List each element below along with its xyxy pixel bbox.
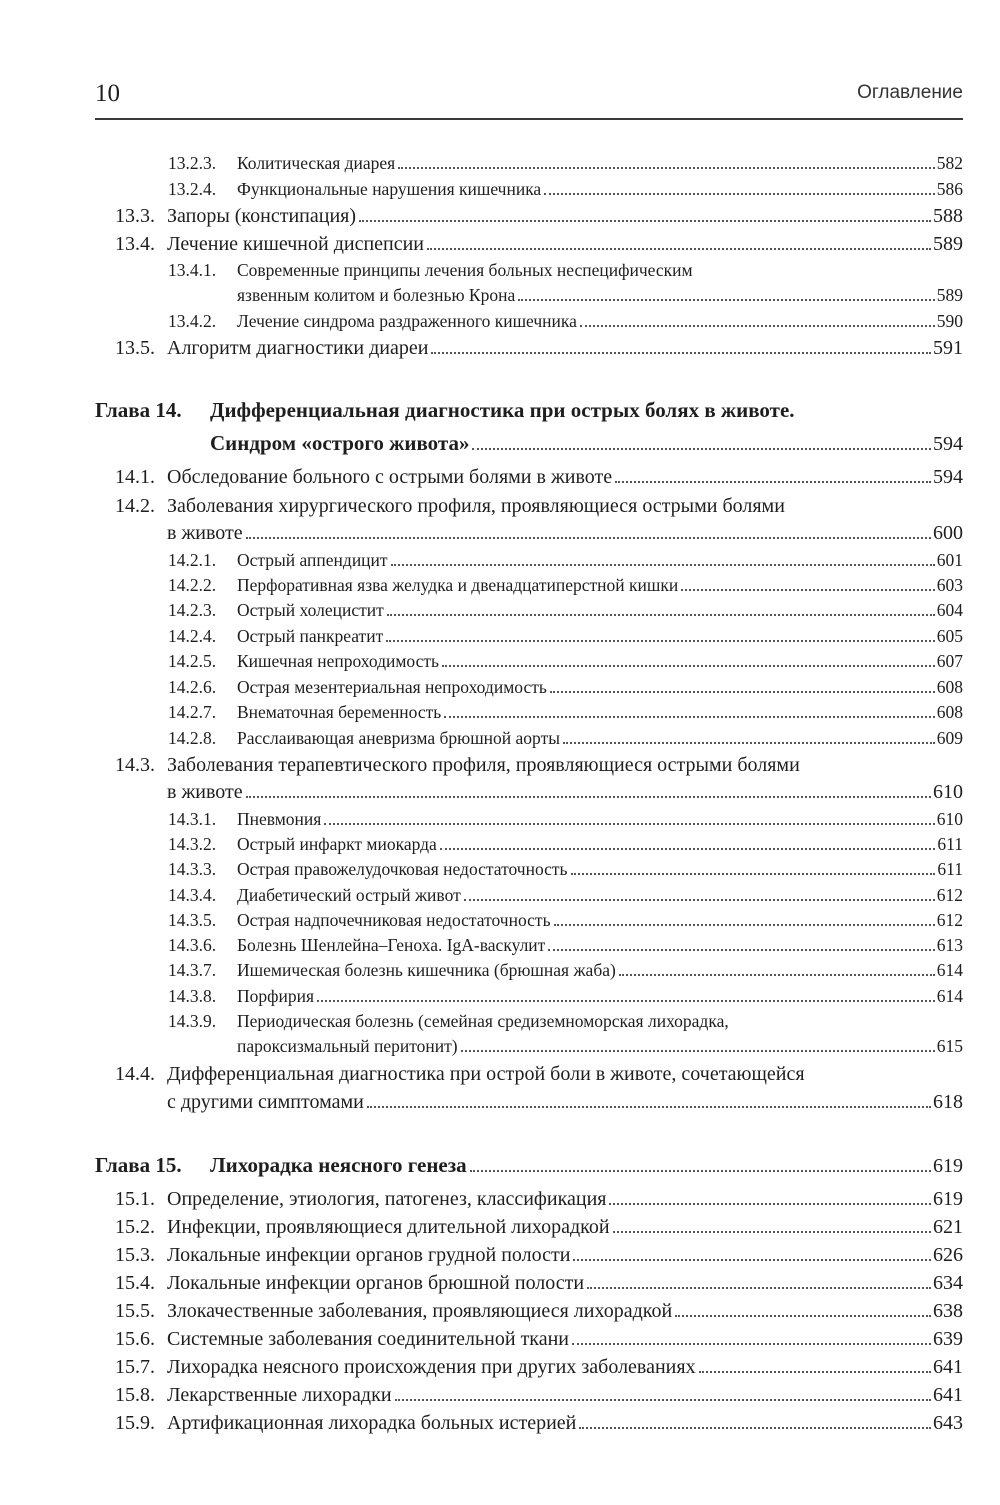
dot-leader [395, 1399, 931, 1401]
entry-page: 626 [933, 1244, 963, 1266]
entry-number: 13.5. [115, 337, 155, 359]
entry-page: 641 [933, 1356, 963, 1378]
entry-number: 14.2.5. [168, 651, 217, 671]
entry-number: 14.4. [115, 1063, 155, 1085]
entry-page: 619 [933, 1188, 963, 1210]
entry-number: 14.3.1. [168, 809, 217, 829]
entry-number: 13.4. [115, 233, 155, 255]
entry-page: 608 [936, 702, 963, 722]
entry-page: 611 [937, 859, 963, 879]
entry-title: Острая правожелудочковая недостаточность [237, 859, 568, 879]
entry-number: 14.2. [115, 495, 155, 517]
dot-leader [442, 665, 935, 667]
entry-number: 14.3.4. [168, 885, 217, 905]
entry-page: 605 [936, 626, 963, 646]
entry-page: 582 [936, 153, 963, 173]
dot-leader [675, 1315, 931, 1317]
running-head: Оглавление [857, 82, 963, 103]
entry-page: 604 [936, 600, 963, 620]
dot-leader [613, 1231, 931, 1233]
entry-title: Определение, этиология, патогенез, классификация [167, 1188, 607, 1210]
entry-title: Острая мезентериальная непроходимость [237, 677, 547, 697]
entry-page: 638 [933, 1300, 963, 1322]
entry-number: 14.2.4. [168, 626, 217, 646]
entry-title-line1: Заболевания хирургического профиля, проявляющиеся острыми болями [167, 495, 785, 517]
entry-title: Болезнь Шенлейна–Геноха. IgA-васкулит [237, 935, 546, 955]
entry-number: 14.3.7. [168, 960, 217, 980]
entry-title-line1: Периодическая болезнь (семейная средиземноморская лихорадка, [237, 1011, 729, 1031]
entry-number: 14.3.3. [168, 859, 217, 879]
entry-page: 607 [936, 651, 963, 671]
entry-title-line1: Дифференциальная диагностика при острой боли в животе, сочетающейся [167, 1063, 805, 1085]
entry-number: 14.3.9. [168, 1011, 217, 1031]
entry-number: 13.2.4. [168, 179, 217, 199]
entry-number: 14.2.8. [168, 728, 217, 748]
entry-page: 639 [933, 1328, 963, 1350]
entry-title: Кишечная непроходимость [237, 651, 440, 671]
entry-page: 608 [936, 677, 963, 697]
entry-title: Локальные инфекции органов грудной полости [167, 1244, 571, 1266]
entry-number: 14.3. [115, 754, 155, 776]
entry-page: 610 [933, 781, 963, 803]
entry-number: 13.3. [115, 205, 155, 227]
dot-leader [587, 1287, 931, 1289]
entry-title: Локальные инфекции органов брюшной полости [167, 1272, 585, 1294]
entry-number: 14.1. [115, 466, 155, 488]
entry-number: 14.3.6. [168, 935, 217, 955]
entry-page: 614 [936, 960, 963, 980]
entry-number: 14.2.2. [168, 575, 217, 595]
entry-page: 613 [936, 935, 963, 955]
entry-number: 15.1. [115, 1188, 155, 1210]
table-of-contents [95, 0, 963, 1505]
entry-page: 634 [933, 1272, 963, 1294]
entry-number: 15.2. [115, 1216, 155, 1238]
entry-page: 643 [933, 1412, 963, 1434]
entry-title: в животе [167, 522, 243, 544]
entry-title: Диабетический острый живот [237, 885, 461, 905]
entry-title: с другими симптомами [167, 1091, 364, 1113]
dot-leader [246, 537, 931, 539]
entry-page: 594 [933, 466, 963, 488]
dot-leader [440, 848, 936, 850]
entry-page: 590 [936, 311, 963, 331]
entry-number: 15.4. [115, 1272, 155, 1294]
entry-number: 14.2.1. [168, 550, 217, 570]
entry-title: Алгоритм диагностики диареи [167, 337, 429, 359]
entry-title: Обследование больного с острыми болями в животе [167, 466, 613, 488]
entry-number: 15.3. [115, 1244, 155, 1266]
dot-leader [317, 1000, 935, 1002]
entry-title: Артификационная лихорадка больных истерией [167, 1412, 577, 1434]
dot-leader [386, 640, 935, 642]
entry-title: Перфоративная язва желудка и двенадцатиперстной кишки [237, 575, 679, 595]
entry-page: 615 [936, 1036, 963, 1056]
dot-leader [427, 248, 931, 250]
dot-leader [681, 589, 935, 591]
entry-page: 594 [933, 433, 963, 455]
entry-title: Острый панкреатит [237, 626, 384, 646]
page-number: 10 [95, 80, 120, 107]
entry-title-line1: Дифференциальная диагностика при острых болях в животе. [210, 398, 795, 422]
entry-title: Лекарственные лихорадки [167, 1384, 392, 1406]
entry-number: 14.2.3. [168, 600, 217, 620]
entry-title: Функциональные нарушения кишечника [237, 179, 542, 199]
entry-title: Острый аппендицит [237, 550, 388, 570]
entry-title: язвенным колитом и болезнью Крона [237, 285, 516, 305]
entry-number: 15.7. [115, 1356, 155, 1378]
entry-title: Лечение кишечной диспепсии [167, 233, 425, 255]
dot-leader [324, 823, 934, 825]
dot-leader [518, 299, 935, 301]
entry-title: Системные заболевания соединительной ткани [167, 1328, 570, 1350]
entry-title: Острый холецистит [237, 600, 384, 620]
entry-title: Внематочная беременность [237, 702, 442, 722]
dot-leader [548, 949, 934, 951]
entry-number: 14.2.6. [168, 677, 217, 697]
entry-page: 589 [936, 285, 963, 305]
entry-number: 15.9. [115, 1412, 155, 1434]
dot-leader [391, 564, 935, 566]
entry-number: 14.3.2. [168, 834, 217, 854]
dot-leader [398, 167, 935, 169]
entry-page: 614 [936, 986, 963, 1006]
dot-leader [464, 899, 935, 901]
entry-title: Запоры (констипация) [167, 205, 357, 227]
entry-page: 586 [936, 179, 963, 199]
entry-page: 610 [936, 809, 963, 829]
entry-title: Лихорадка неясного происхождения при других заболеваниях [167, 1356, 696, 1378]
entry-page: 588 [933, 205, 963, 227]
dot-leader [246, 796, 931, 798]
entry-page: 609 [936, 728, 963, 748]
dot-leader [579, 1427, 931, 1429]
entry-page: 600 [933, 522, 963, 544]
dot-leader [470, 1170, 931, 1172]
dot-leader [572, 1343, 931, 1345]
dot-leader [619, 974, 935, 976]
entry-number: 13.4.2. [168, 311, 217, 331]
entry-number: 14.3.5. [168, 910, 217, 930]
dot-leader [580, 325, 935, 327]
entry-title-line1: Современные принципы лечения больных неспецифическим [237, 260, 693, 280]
entry-page: 591 [933, 337, 963, 359]
entry-page: 601 [936, 550, 963, 570]
entry-title: Лечение синдрома раздраженного кишечника [237, 311, 577, 331]
entry-page: 612 [936, 885, 963, 905]
entry-number: 13.4.1. [168, 260, 217, 280]
entry-page: 603 [936, 575, 963, 595]
entry-title: Ишемическая болезнь кишечника (брюшная жаба) [237, 960, 616, 980]
dot-leader [367, 1106, 931, 1108]
entry-title: Острый инфаркт миокарда [237, 834, 437, 854]
entry-page: 611 [937, 834, 963, 854]
entry-page: 641 [933, 1384, 963, 1406]
dot-leader [571, 873, 936, 875]
entry-title: в животе [167, 781, 243, 803]
dot-leader [573, 1259, 931, 1261]
dot-leader [431, 352, 931, 354]
entry-title: Расслаивающая аневризма брюшной аорты [237, 728, 560, 748]
entry-page: 619 [933, 1155, 963, 1177]
entry-number: Глава 14. [95, 398, 182, 422]
entry-number: Глава 15. [95, 1153, 182, 1177]
entry-page: 621 [933, 1216, 963, 1238]
entry-title: Злокачественные заболевания, проявляющиеся лихорадкой [167, 1300, 673, 1322]
dot-leader [444, 716, 934, 718]
dot-leader [387, 614, 935, 616]
entry-number: 13.2.3. [168, 153, 217, 173]
dot-leader [563, 742, 935, 744]
entry-title: Пневмония [237, 809, 322, 829]
dot-leader [461, 1050, 935, 1052]
entry-title: Порфирия [237, 986, 315, 1006]
entry-page: 618 [933, 1091, 963, 1113]
dot-leader [554, 924, 935, 926]
entry-title: Синдром «острого живота» [210, 431, 470, 455]
entry-number: 15.6. [115, 1328, 155, 1350]
dot-leader [550, 691, 935, 693]
entry-title: Острая надпочечниковая недостаточность [237, 910, 551, 930]
entry-number: 15.8. [115, 1384, 155, 1406]
entry-number: 14.3.8. [168, 986, 217, 1006]
dot-leader [359, 220, 931, 222]
entry-title: Колитическая диарея [237, 153, 396, 173]
entry-title-line1: Заболевания терапевтического профиля, проявляющиеся острыми болями [167, 754, 800, 776]
dot-leader [472, 448, 931, 450]
entry-title: Лихорадка неясного генеза [210, 1153, 467, 1177]
entry-title: Инфекции, проявляющиеся длительной лихорадкой [167, 1216, 610, 1238]
entry-page: 589 [933, 233, 963, 255]
entry-title: пароксизмальный перитонит) [237, 1036, 458, 1056]
entry-number: 14.2.7. [168, 702, 217, 722]
entry-number: 15.5. [115, 1300, 155, 1322]
entry-page: 612 [936, 910, 963, 930]
dot-leader [544, 193, 935, 195]
dot-leader [609, 1203, 931, 1205]
dot-leader [615, 481, 931, 483]
dot-leader [699, 1371, 931, 1373]
